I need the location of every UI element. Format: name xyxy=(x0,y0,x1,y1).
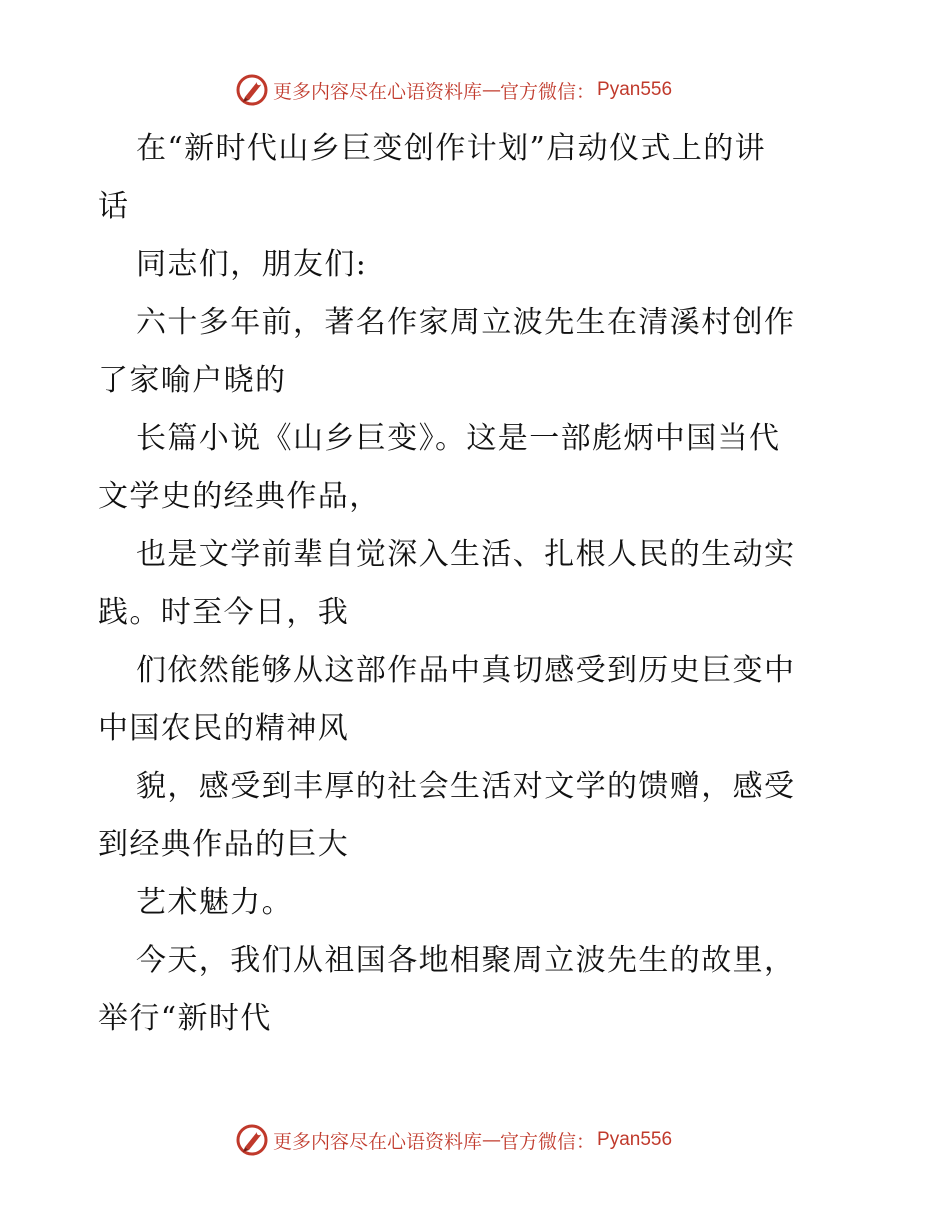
paragraph-line: 文学史的经典作品， xyxy=(98,479,381,514)
paragraph-line: 举行“新时代 xyxy=(98,1001,272,1036)
watermark-dash: — xyxy=(482,1129,501,1151)
pen-seal-icon xyxy=(235,73,269,107)
watermark-text: 更多内容尽在心语资料库 xyxy=(273,1130,483,1153)
paragraph-line: 六十多年前，著名作家周立波先生在清溪村创作 xyxy=(136,305,796,340)
pen-seal-icon xyxy=(235,1123,269,1157)
paragraph-line: 们依然能够从这部作品中真切感受到历史巨变中 xyxy=(136,653,796,688)
paragraph-line: 也是文学前辈自觉深入生活、扎根人民的生动实 xyxy=(136,537,796,572)
paragraph-line: 今天，我们从祖国各地相聚周立波先生的故里， xyxy=(136,943,796,978)
watermark-wechat-id: Pyan556 xyxy=(597,1129,673,1150)
footer-watermark xyxy=(235,1120,715,1160)
watermark-wechat-label: 官方微信： xyxy=(500,80,596,103)
paragraph-line: 了家喻户晓的 xyxy=(98,363,287,398)
paragraph-line: 中国农民的精神风 xyxy=(98,711,350,746)
paragraph-line: 到经典作品的巨大 xyxy=(98,827,350,862)
watermark-text: 更多内容尽在心语资料库 xyxy=(273,80,483,103)
document-body xyxy=(98,120,858,1048)
salutation: 同志们，朋友们: xyxy=(136,247,368,282)
paragraph-line: 践。时至今日，我 xyxy=(98,595,350,630)
title-line-1: 在“新时代山乡巨变创作计划”启动仪式上的讲 xyxy=(136,131,767,166)
watermark-dash: — xyxy=(482,79,501,101)
watermark-wechat-id: Pyan556 xyxy=(597,79,673,100)
watermark-wechat-label: 官方微信： xyxy=(500,1130,596,1153)
header-watermark xyxy=(235,70,715,110)
paragraph-line: 长篇小说《山乡巨变》。这是一部彪炳中国当代 xyxy=(136,421,781,456)
paragraph-line: 貌，感受到丰厚的社会生活对文学的馈赠，感受 xyxy=(136,769,796,804)
paragraph-line: 艺术魅力。 xyxy=(136,885,293,920)
title-line-2: 话 xyxy=(98,189,130,224)
